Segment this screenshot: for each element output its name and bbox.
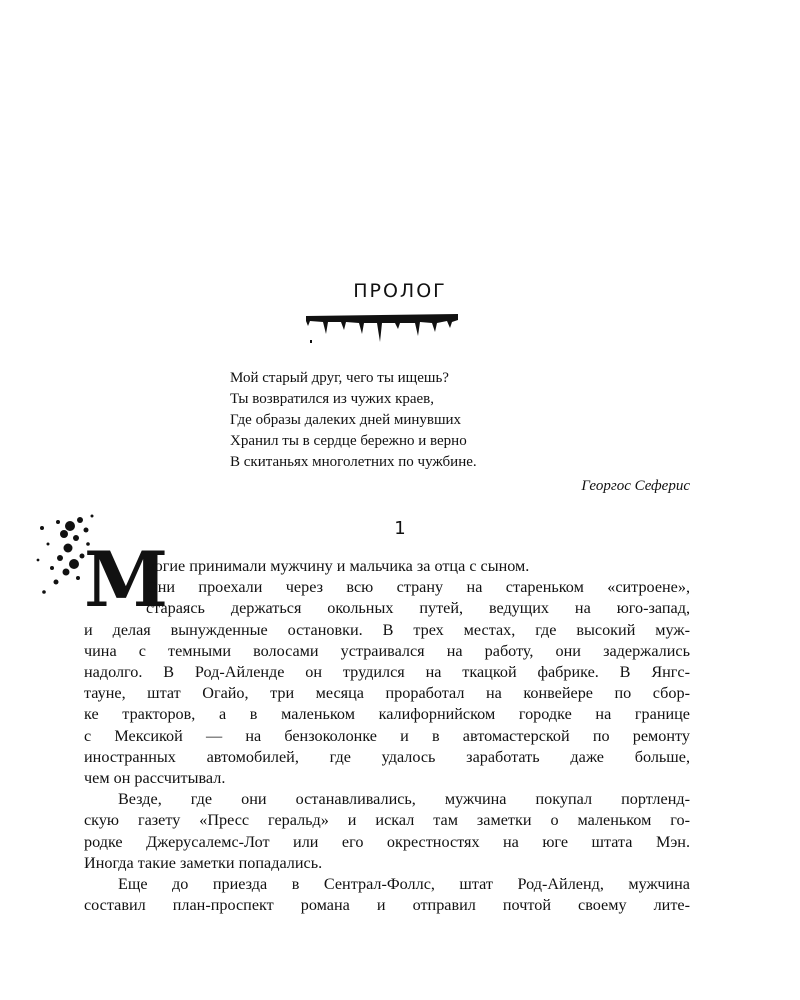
epigraph-line: Мой старый друг, чего ты ищешь? — [230, 370, 449, 386]
text-line: Везде, где они останавливались, мужчина покупал портленд- — [118, 790, 690, 809]
text-line: Они проехали через всю страну на стареньком «ситроене», — [146, 578, 690, 597]
text-line: чина с темными волосами устраивался на работу, они задержались — [84, 641, 690, 660]
chapter-number: 1 — [394, 518, 406, 539]
text-line: тауне, штат Огайо, три месяца проработал на конвейере по сбор- — [84, 684, 690, 703]
text-line: Иногда такие заметки попадались. — [84, 853, 323, 872]
epigraph-line: Ты возвратился из чужих краев, — [230, 391, 435, 407]
text-line: и делая вынужденные остановки. В трех местах, где высокий муж- — [84, 620, 690, 639]
epigraph-author: Георгос Сеферис — [581, 478, 690, 494]
epigraph-line: Хранил ты в сердце бережно и верно — [230, 433, 467, 449]
text-line: ногие принимали мужчину и мальчика за отца с сыном. — [146, 557, 530, 575]
text-line: составил план-проспект романа и отправил почтой своему лите- — [84, 896, 690, 915]
text-line: скую газету «Пресс геральд» и искал там заметки о маленьком го- — [84, 811, 690, 830]
text-line: родке Джерусалемс-Лот или его окрестностях на юге штата Мэн. — [84, 832, 690, 851]
drop-cap: М — [84, 535, 169, 624]
text-line: надолго. В Род-Айленде он трудился на ткацкой фабрике. В Янгс- — [84, 663, 690, 682]
epigraph-line: Где образы далеких дней минувших — [230, 412, 462, 428]
epigraph-line: В скитаньях многолетних по чужбине. — [230, 454, 477, 470]
text-line: чем он рассчитывал. — [84, 769, 226, 788]
text-line: с Мексикой — на бензоколонке и в автомастерской по ремонту — [84, 726, 690, 745]
text-line: иностранных автомобилей, где удалось заработать даже больше, — [84, 747, 690, 766]
text-line: стараясь держаться окольных путей, ведущих на юго-запад, — [146, 599, 690, 618]
text-line: ке тракторов, а в маленьком калифорнийском городке на границе — [84, 705, 690, 724]
chapter-body — [84, 556, 690, 916]
prologue-title: ПРОЛОГ — [353, 280, 447, 302]
ink-drip-ornament — [302, 310, 462, 346]
text-line: Еще до приезда в Сентрал-Фоллс, штат Род-Айленд, мужчина — [118, 875, 690, 894]
epigraph — [230, 368, 700, 497]
